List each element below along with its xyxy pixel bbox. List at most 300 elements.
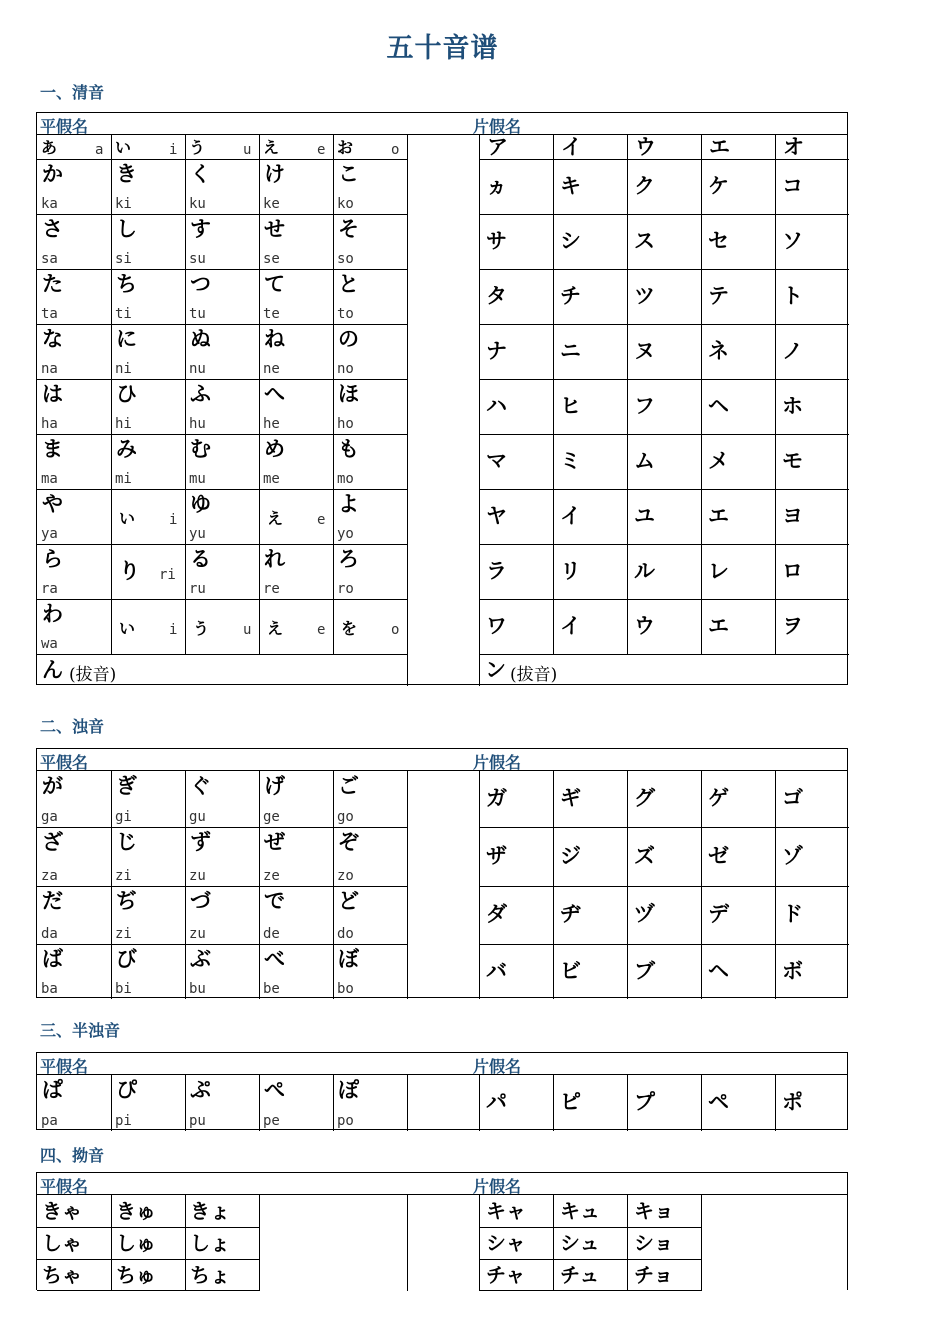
hiragana-cell: さ — [42, 217, 63, 241]
grid-line — [37, 159, 407, 160]
katakana-cell: ゼ — [708, 844, 729, 868]
katakana-cell: グ — [634, 786, 655, 810]
katakana-cell: イ — [560, 504, 581, 528]
romaji: ya — [41, 526, 58, 542]
hiragana-cell: つ — [190, 272, 211, 296]
hiragana-label: 平假名 — [40, 1057, 89, 1076]
hiragana-cell: い — [115, 138, 132, 157]
hiragana-cell: き — [116, 162, 137, 186]
romaji: ge — [263, 809, 280, 825]
hiragana-cell: ほ — [338, 382, 359, 406]
table-header — [37, 1053, 847, 1075]
kana-table — [36, 1172, 848, 1290]
hiragana-cell: ぐ — [190, 774, 211, 798]
katakana-cell: ト — [782, 284, 803, 308]
youon-hiragana: しょ — [190, 1231, 230, 1255]
romaji: ha — [41, 416, 58, 432]
grid-line — [37, 269, 407, 270]
youon-katakana: キャ — [486, 1199, 526, 1223]
hiragana-label: 平假名 — [40, 117, 89, 136]
grid-line — [479, 771, 480, 999]
romaji: u — [243, 142, 252, 158]
hiragana-cell: ち — [116, 272, 137, 296]
katakana-cell: ガ — [486, 786, 507, 810]
youon-hiragana: ちょ — [190, 1263, 230, 1287]
romaji: to — [337, 306, 354, 322]
romaji: po — [337, 1113, 354, 1129]
grid-line — [37, 489, 407, 490]
romaji: e — [317, 622, 326, 638]
katakana-cell: ケ — [708, 174, 729, 198]
hiragana-cell: ぜ — [264, 830, 285, 854]
katakana-cell: ス — [634, 229, 655, 253]
romaji: ki — [115, 196, 132, 212]
grid-line — [185, 771, 186, 999]
katakana-cell: ジ — [560, 844, 581, 868]
hiragana-cell: り — [119, 559, 140, 583]
katakana-cell: ア — [487, 135, 508, 159]
katakana-cell: シ — [560, 229, 581, 253]
grid-line — [479, 886, 849, 887]
romaji: su — [189, 251, 206, 267]
grid-line — [333, 135, 334, 654]
grid-line — [775, 771, 776, 999]
katakana-cell: ザ — [486, 844, 507, 868]
katakana-cell: ロ — [782, 559, 803, 583]
romaji: bu — [189, 981, 206, 997]
hiragana-cell: ぼ — [338, 947, 359, 971]
katakana-cell: ズ — [634, 844, 655, 868]
hiragana-cell: を — [341, 619, 358, 638]
hatsuon-hiragana: ん — [42, 658, 63, 682]
hiragana-cell: も — [338, 437, 359, 461]
katakana-cell: チ — [560, 284, 581, 308]
grid-line — [37, 1259, 259, 1260]
grid-line — [479, 1195, 480, 1291]
katakana-cell: ノ — [782, 339, 803, 363]
katakana-cell: コ — [782, 174, 803, 198]
hiragana-cell: あ — [41, 138, 58, 157]
grid-line — [479, 159, 849, 160]
romaji: ru — [189, 581, 206, 597]
hiragana-cell: に — [116, 327, 137, 351]
kana-table — [36, 748, 848, 998]
table-header — [37, 113, 847, 135]
section-heading: 二、浊音 — [40, 717, 105, 736]
romaji: gi — [115, 809, 132, 825]
katakana-cell: ム — [634, 449, 655, 473]
hiragana-cell: だ — [42, 889, 63, 913]
katakana-cell: ポ — [782, 1090, 803, 1114]
romaji: ze — [263, 868, 280, 884]
grid-line — [37, 324, 407, 325]
romaji: hi — [115, 416, 132, 432]
romaji: ga — [41, 809, 58, 825]
katakana-cell: ダ — [486, 902, 507, 926]
katakana-cell: ヤ — [486, 504, 507, 528]
hiragana-cell: な — [42, 327, 63, 351]
romaji: be — [263, 981, 280, 997]
katakana-cell: ヘ — [708, 959, 729, 983]
katakana-cell: ピ — [560, 1090, 581, 1114]
romaji: pi — [115, 1113, 132, 1129]
grid-line — [333, 1075, 334, 1131]
grid-line — [259, 1195, 260, 1291]
romaji: te — [263, 306, 280, 322]
hiragana-cell: く — [190, 162, 211, 186]
hiragana-cell: で — [264, 889, 285, 913]
romaji: ri — [159, 567, 176, 583]
romaji: i — [169, 512, 178, 528]
katakana-cell: ウ — [634, 614, 655, 638]
hiragana-cell: ぶ — [190, 947, 211, 971]
hiragana-cell: べ — [264, 947, 285, 971]
grid-line — [37, 944, 407, 945]
grid-line — [775, 135, 776, 654]
katakana-cell: ミ — [560, 449, 581, 473]
katakana-cell: ゾ — [782, 844, 803, 868]
grid-line — [479, 434, 849, 435]
katakana-cell: キ — [560, 174, 581, 198]
grid-line — [701, 1195, 702, 1291]
romaji: a — [95, 142, 104, 158]
kana-table — [36, 112, 848, 685]
romaji: zi — [115, 868, 132, 884]
hiragana-cell: せ — [264, 217, 285, 241]
romaji: i — [169, 142, 178, 158]
hiragana-cell: わ — [42, 602, 63, 626]
romaji: ku — [189, 196, 206, 212]
grid-line — [701, 771, 702, 999]
grid-line — [775, 1075, 776, 1131]
katakana-cell: イ — [560, 614, 581, 638]
grid-line — [479, 654, 849, 655]
romaji: e — [317, 512, 326, 528]
hiragana-cell: ば — [42, 947, 63, 971]
katakana-cell: ヨ — [782, 504, 803, 528]
grid-line — [37, 827, 407, 828]
romaji: yo — [337, 526, 354, 542]
romaji: o — [391, 622, 400, 638]
youon-katakana: シャ — [486, 1231, 526, 1255]
romaji: no — [337, 361, 354, 377]
hiragana-cell: い — [119, 619, 136, 638]
romaji: pa — [41, 1113, 58, 1129]
grid-line — [479, 214, 849, 215]
page-title: 五十音谱 — [386, 33, 499, 64]
youon-katakana: シュ — [560, 1231, 600, 1255]
romaji: so — [337, 251, 354, 267]
katakana-label: 片假名 — [473, 117, 522, 136]
grid-line — [111, 771, 112, 999]
romaji: pe — [263, 1113, 280, 1129]
grid-line — [479, 1259, 701, 1260]
hiragana-cell: け — [264, 162, 285, 186]
grid-line — [479, 489, 849, 490]
grid-line — [479, 599, 849, 600]
hiragana-cell: ふ — [190, 382, 211, 406]
katakana-cell: フ — [634, 394, 655, 418]
grid-line — [407, 771, 408, 999]
grid-line — [479, 827, 849, 828]
katakana-label: 片假名 — [473, 1057, 522, 1076]
grid-line — [553, 135, 554, 654]
romaji: si — [115, 251, 132, 267]
romaji: zu — [189, 868, 206, 884]
youon-hiragana: しゃ — [42, 1231, 82, 1255]
katakana-cell: ペ — [708, 1090, 729, 1114]
hiragana-cell: ろ — [338, 547, 359, 571]
katakana-cell: レ — [708, 559, 729, 583]
grid-line — [259, 135, 260, 654]
romaji: ro — [337, 581, 354, 597]
katakana-cell: ヲ — [782, 614, 803, 638]
hiragana-cell: み — [116, 437, 137, 461]
katakana-cell: テ — [708, 284, 729, 308]
hiragana-label: 平假名 — [40, 1177, 89, 1196]
grid-line — [627, 135, 628, 654]
katakana-label: 片假名 — [473, 753, 522, 772]
romaji: mo — [337, 471, 354, 487]
romaji: mu — [189, 471, 206, 487]
grid-line — [407, 1195, 408, 1291]
katakana-cell: リ — [560, 559, 581, 583]
hiragana-cell: か — [42, 162, 63, 186]
romaji: ti — [115, 306, 132, 322]
hiragana-cell: て — [264, 272, 285, 296]
romaji: da — [41, 926, 58, 942]
grid-line — [37, 654, 407, 655]
grid-line — [479, 544, 849, 545]
romaji: go — [337, 809, 354, 825]
romaji: de — [263, 926, 280, 942]
table-header — [37, 1173, 847, 1195]
grid-line — [185, 135, 186, 654]
hiragana-cell: そ — [338, 217, 359, 241]
katakana-cell: ヂ — [560, 902, 581, 926]
youon-katakana: チュ — [560, 1263, 600, 1287]
youon-katakana: キョ — [634, 1199, 674, 1223]
katakana-cell: エ — [708, 504, 729, 528]
youon-hiragana: きゃ — [42, 1199, 82, 1223]
katakana-cell: ネ — [708, 339, 729, 363]
katakana-cell: サ — [486, 229, 507, 253]
romaji: zi — [115, 926, 132, 942]
grid-line — [553, 1075, 554, 1131]
katakana-cell: ヌ — [634, 339, 655, 363]
romaji: ba — [41, 981, 58, 997]
hiragana-cell: ず — [190, 830, 211, 854]
katakana-cell: ホ — [782, 394, 803, 418]
hiragana-cell: む — [190, 437, 211, 461]
romaji: na — [41, 361, 58, 377]
hiragana-cell: お — [337, 138, 354, 157]
table-header — [37, 749, 847, 771]
katakana-cell: エ — [708, 614, 729, 638]
romaji: sa — [41, 251, 58, 267]
romaji: he — [263, 416, 280, 432]
grid-line — [111, 135, 112, 654]
katakana-cell: ゴ — [782, 786, 803, 810]
hiragana-cell: ぞ — [338, 830, 359, 854]
katakana-cell: イ — [561, 135, 582, 159]
romaji: ko — [337, 196, 354, 212]
grid-line — [479, 1227, 701, 1228]
romaji: i — [169, 622, 178, 638]
romaji: ma — [41, 471, 58, 487]
hiragana-cell: い — [119, 509, 136, 528]
hiragana-cell: ま — [42, 437, 63, 461]
katakana-label: 片假名 — [473, 1177, 522, 1196]
grid-line — [37, 214, 407, 215]
hiragana-cell: ぽ — [338, 1078, 359, 1102]
grid-line — [627, 1195, 628, 1291]
grid-line — [259, 1075, 260, 1131]
romaji: ke — [263, 196, 280, 212]
romaji: pu — [189, 1113, 206, 1129]
section-heading: 一、清音 — [40, 83, 105, 102]
grid-line — [37, 1227, 259, 1228]
romaji: u — [243, 622, 252, 638]
grid-line — [37, 544, 407, 545]
katakana-cell: ル — [634, 559, 655, 583]
romaji: mi — [115, 471, 132, 487]
katakana-cell: ツ — [634, 284, 655, 308]
katakana-cell: ナ — [486, 339, 507, 363]
hiragana-cell: ざ — [42, 830, 63, 854]
grid-line — [701, 135, 702, 654]
katakana-cell: ギ — [560, 786, 581, 810]
hiragana-cell: ぢ — [116, 889, 137, 913]
hiragana-cell: え — [267, 509, 284, 528]
romaji: se — [263, 251, 280, 267]
youon-katakana: チョ — [634, 1263, 674, 1287]
hiragana-cell: ゆ — [190, 492, 211, 516]
hiragana-cell: ぎ — [116, 774, 137, 798]
grid-line — [407, 1075, 408, 1131]
katakana-cell: オ — [783, 135, 804, 159]
katakana-cell: ワ — [486, 614, 507, 638]
romaji: bo — [337, 981, 354, 997]
katakana-cell: ビ — [560, 959, 581, 983]
hiragana-cell: の — [338, 327, 359, 351]
katakana-cell: ヵ — [486, 174, 507, 198]
youon-katakana: ショ — [634, 1231, 674, 1255]
grid-line — [553, 771, 554, 999]
hiragana-cell: す — [190, 217, 211, 241]
youon-katakana: チャ — [486, 1263, 526, 1287]
youon-hiragana: きゅ — [116, 1199, 156, 1223]
romaji: gu — [189, 809, 206, 825]
hatsuon-katakana: ン — [485, 658, 506, 682]
grid-line — [37, 434, 407, 435]
katakana-cell: パ — [486, 1090, 507, 1114]
grid-line — [479, 1290, 701, 1291]
katakana-cell: ウ — [635, 135, 656, 159]
grid-line — [553, 1195, 554, 1291]
hiragana-cell: が — [42, 774, 63, 798]
grid-line — [479, 324, 849, 325]
hiragana-cell: じ — [116, 830, 137, 854]
kana-table — [36, 1052, 848, 1130]
youon-katakana: キュ — [560, 1199, 600, 1223]
katakana-cell: デ — [708, 902, 729, 926]
romaji: za — [41, 868, 58, 884]
katakana-cell: ブ — [634, 959, 655, 983]
katakana-cell: マ — [486, 449, 507, 473]
romaji: zu — [189, 926, 206, 942]
hiragana-cell: る — [190, 547, 211, 571]
hiragana-cell: う — [193, 619, 210, 638]
katakana-cell: ヅ — [634, 902, 655, 926]
romaji: ta — [41, 306, 58, 322]
grid-line — [479, 135, 480, 686]
katakana-cell: タ — [486, 284, 507, 308]
hiragana-cell: と — [338, 272, 359, 296]
romaji: tu — [189, 306, 206, 322]
romaji: nu — [189, 361, 206, 377]
hiragana-cell: た — [42, 272, 63, 296]
grid-line — [185, 1075, 186, 1131]
hiragana-label: 平假名 — [40, 753, 89, 772]
hiragana-cell: こ — [338, 162, 359, 186]
katakana-cell: モ — [782, 449, 803, 473]
hiragana-cell: ひ — [116, 382, 137, 406]
katakana-cell: ニ — [560, 339, 581, 363]
katakana-cell: ソ — [782, 229, 803, 253]
grid-line — [479, 269, 849, 270]
hiragana-cell: ど — [338, 889, 359, 913]
romaji: ka — [41, 196, 58, 212]
romaji: ra — [41, 581, 58, 597]
hiragana-cell: は — [42, 382, 63, 406]
youon-hiragana: ちゅ — [116, 1263, 156, 1287]
grid-line — [701, 1075, 702, 1131]
katakana-cell: ヘ — [708, 394, 729, 418]
romaji: do — [337, 926, 354, 942]
hiragana-cell: ぬ — [190, 327, 211, 351]
hiragana-cell: ら — [42, 547, 63, 571]
youon-hiragana: しゅ — [116, 1231, 156, 1255]
hiragana-cell: ぴ — [116, 1078, 137, 1102]
romaji: ni — [115, 361, 132, 377]
hiragana-cell: へ — [264, 382, 285, 406]
hiragana-cell: び — [116, 947, 137, 971]
romaji: yu — [189, 526, 206, 542]
grid-line — [37, 379, 407, 380]
katakana-cell: ユ — [634, 504, 655, 528]
hiragana-cell: え — [263, 138, 280, 157]
katakana-cell: ヒ — [560, 394, 581, 418]
hiragana-cell: ご — [338, 774, 359, 798]
grid-line — [333, 771, 334, 999]
grid-line — [479, 944, 849, 945]
romaji: wa — [41, 636, 58, 652]
section-heading: 三、半浊音 — [40, 1021, 121, 1040]
grid-line — [407, 135, 408, 686]
romaji: me — [263, 471, 280, 487]
katakana-cell: エ — [709, 135, 730, 159]
grid-line — [111, 1195, 112, 1291]
hiragana-cell: う — [189, 138, 206, 157]
romaji: bi — [115, 981, 132, 997]
hiragana-cell: ぷ — [190, 1078, 211, 1102]
hiragana-cell: め — [264, 437, 285, 461]
katakana-cell: メ — [708, 449, 729, 473]
katakana-cell: ゲ — [708, 786, 729, 810]
romaji: re — [263, 581, 280, 597]
katakana-cell: ク — [634, 174, 655, 198]
